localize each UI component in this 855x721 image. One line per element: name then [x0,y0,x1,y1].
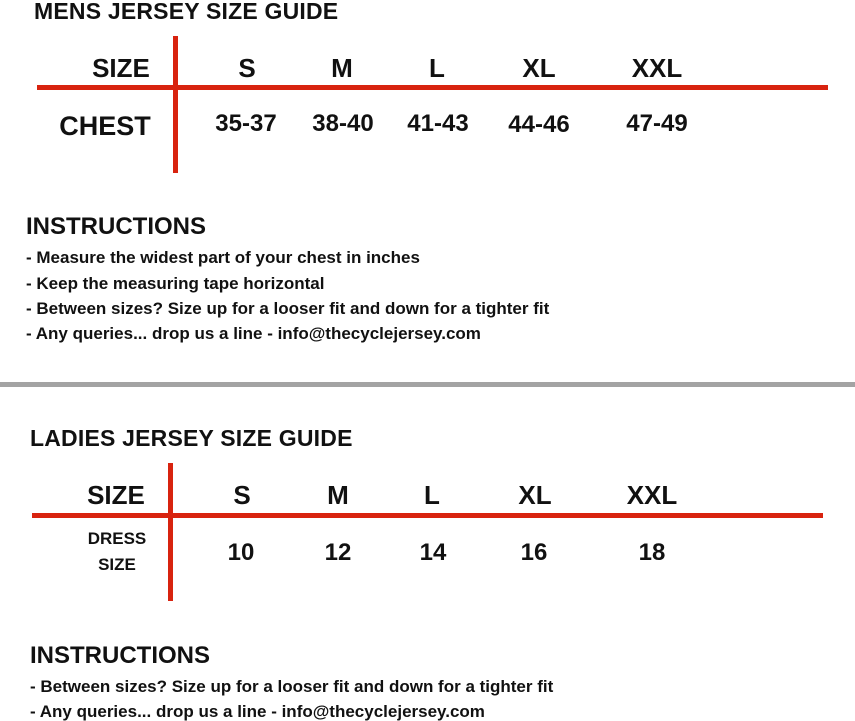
mens-instruction-item: - Any queries... drop us a line - info@thecyclejersey.com [26,324,481,343]
ladies-size-m: M [327,480,349,510]
ladies-dress-label-line2: SIZE [98,555,136,574]
ladies-dress-l: 14 [419,539,447,566]
mens-instruction-item: - Keep the measuring tape horizontal [26,274,325,293]
mens-title: MENS JERSEY SIZE GUIDE [34,0,339,24]
ladies-dress-xl: 16 [520,539,548,566]
mens-instructions-title: INSTRUCTIONS [26,213,206,240]
ladies-dress-m: 12 [324,539,352,566]
mens-size-l: L [429,53,445,83]
mens-instruction-item: - Measure the widest part of your chest in inches [26,248,420,267]
mens-chest-label: CHEST [59,111,151,141]
mens-instruction-item: - Between sizes? Size up for a looser fit and down for a tighter fit [26,299,550,318]
ladies-size-l: L [424,480,440,510]
mens-table-horizontal-line [37,85,828,90]
mens-size-xxl: XXL [631,53,683,83]
ladies-instruction-item: - Any queries... drop us a line - info@thecyclejersey.com [30,702,485,721]
ladies-instructions-title: INSTRUCTIONS [30,642,210,669]
section-divider [0,382,855,387]
ladies-size-xxl: XXL [626,480,678,510]
mens-size-s: S [238,53,256,83]
ladies-table-horizontal-line [32,513,823,518]
mens-size-header: SIZE [92,53,150,83]
ladies-dress-label-line1: DRESS [87,529,147,548]
ladies-dress-s: 10 [227,539,255,566]
ladies-size-s: S [233,480,251,510]
mens-chest-xxl: 47-49 [626,110,688,137]
mens-chest-s: 35-37 [215,110,277,137]
mens-size-xl: XL [522,53,556,83]
ladies-title: LADIES JERSEY SIZE GUIDE [30,425,353,451]
ladies-dress-xxl: 18 [638,539,666,566]
ladies-size-header: SIZE [87,480,145,510]
mens-chest-l: 41-43 [407,110,469,137]
ladies-size-xl: XL [518,480,552,510]
mens-size-m: M [331,53,353,83]
mens-chest-xl: 44-46 [508,111,570,138]
ladies-instruction-item: - Between sizes? Size up for a looser fit and down for a tighter fit [30,677,554,696]
mens-chest-m: 38-40 [312,110,374,137]
